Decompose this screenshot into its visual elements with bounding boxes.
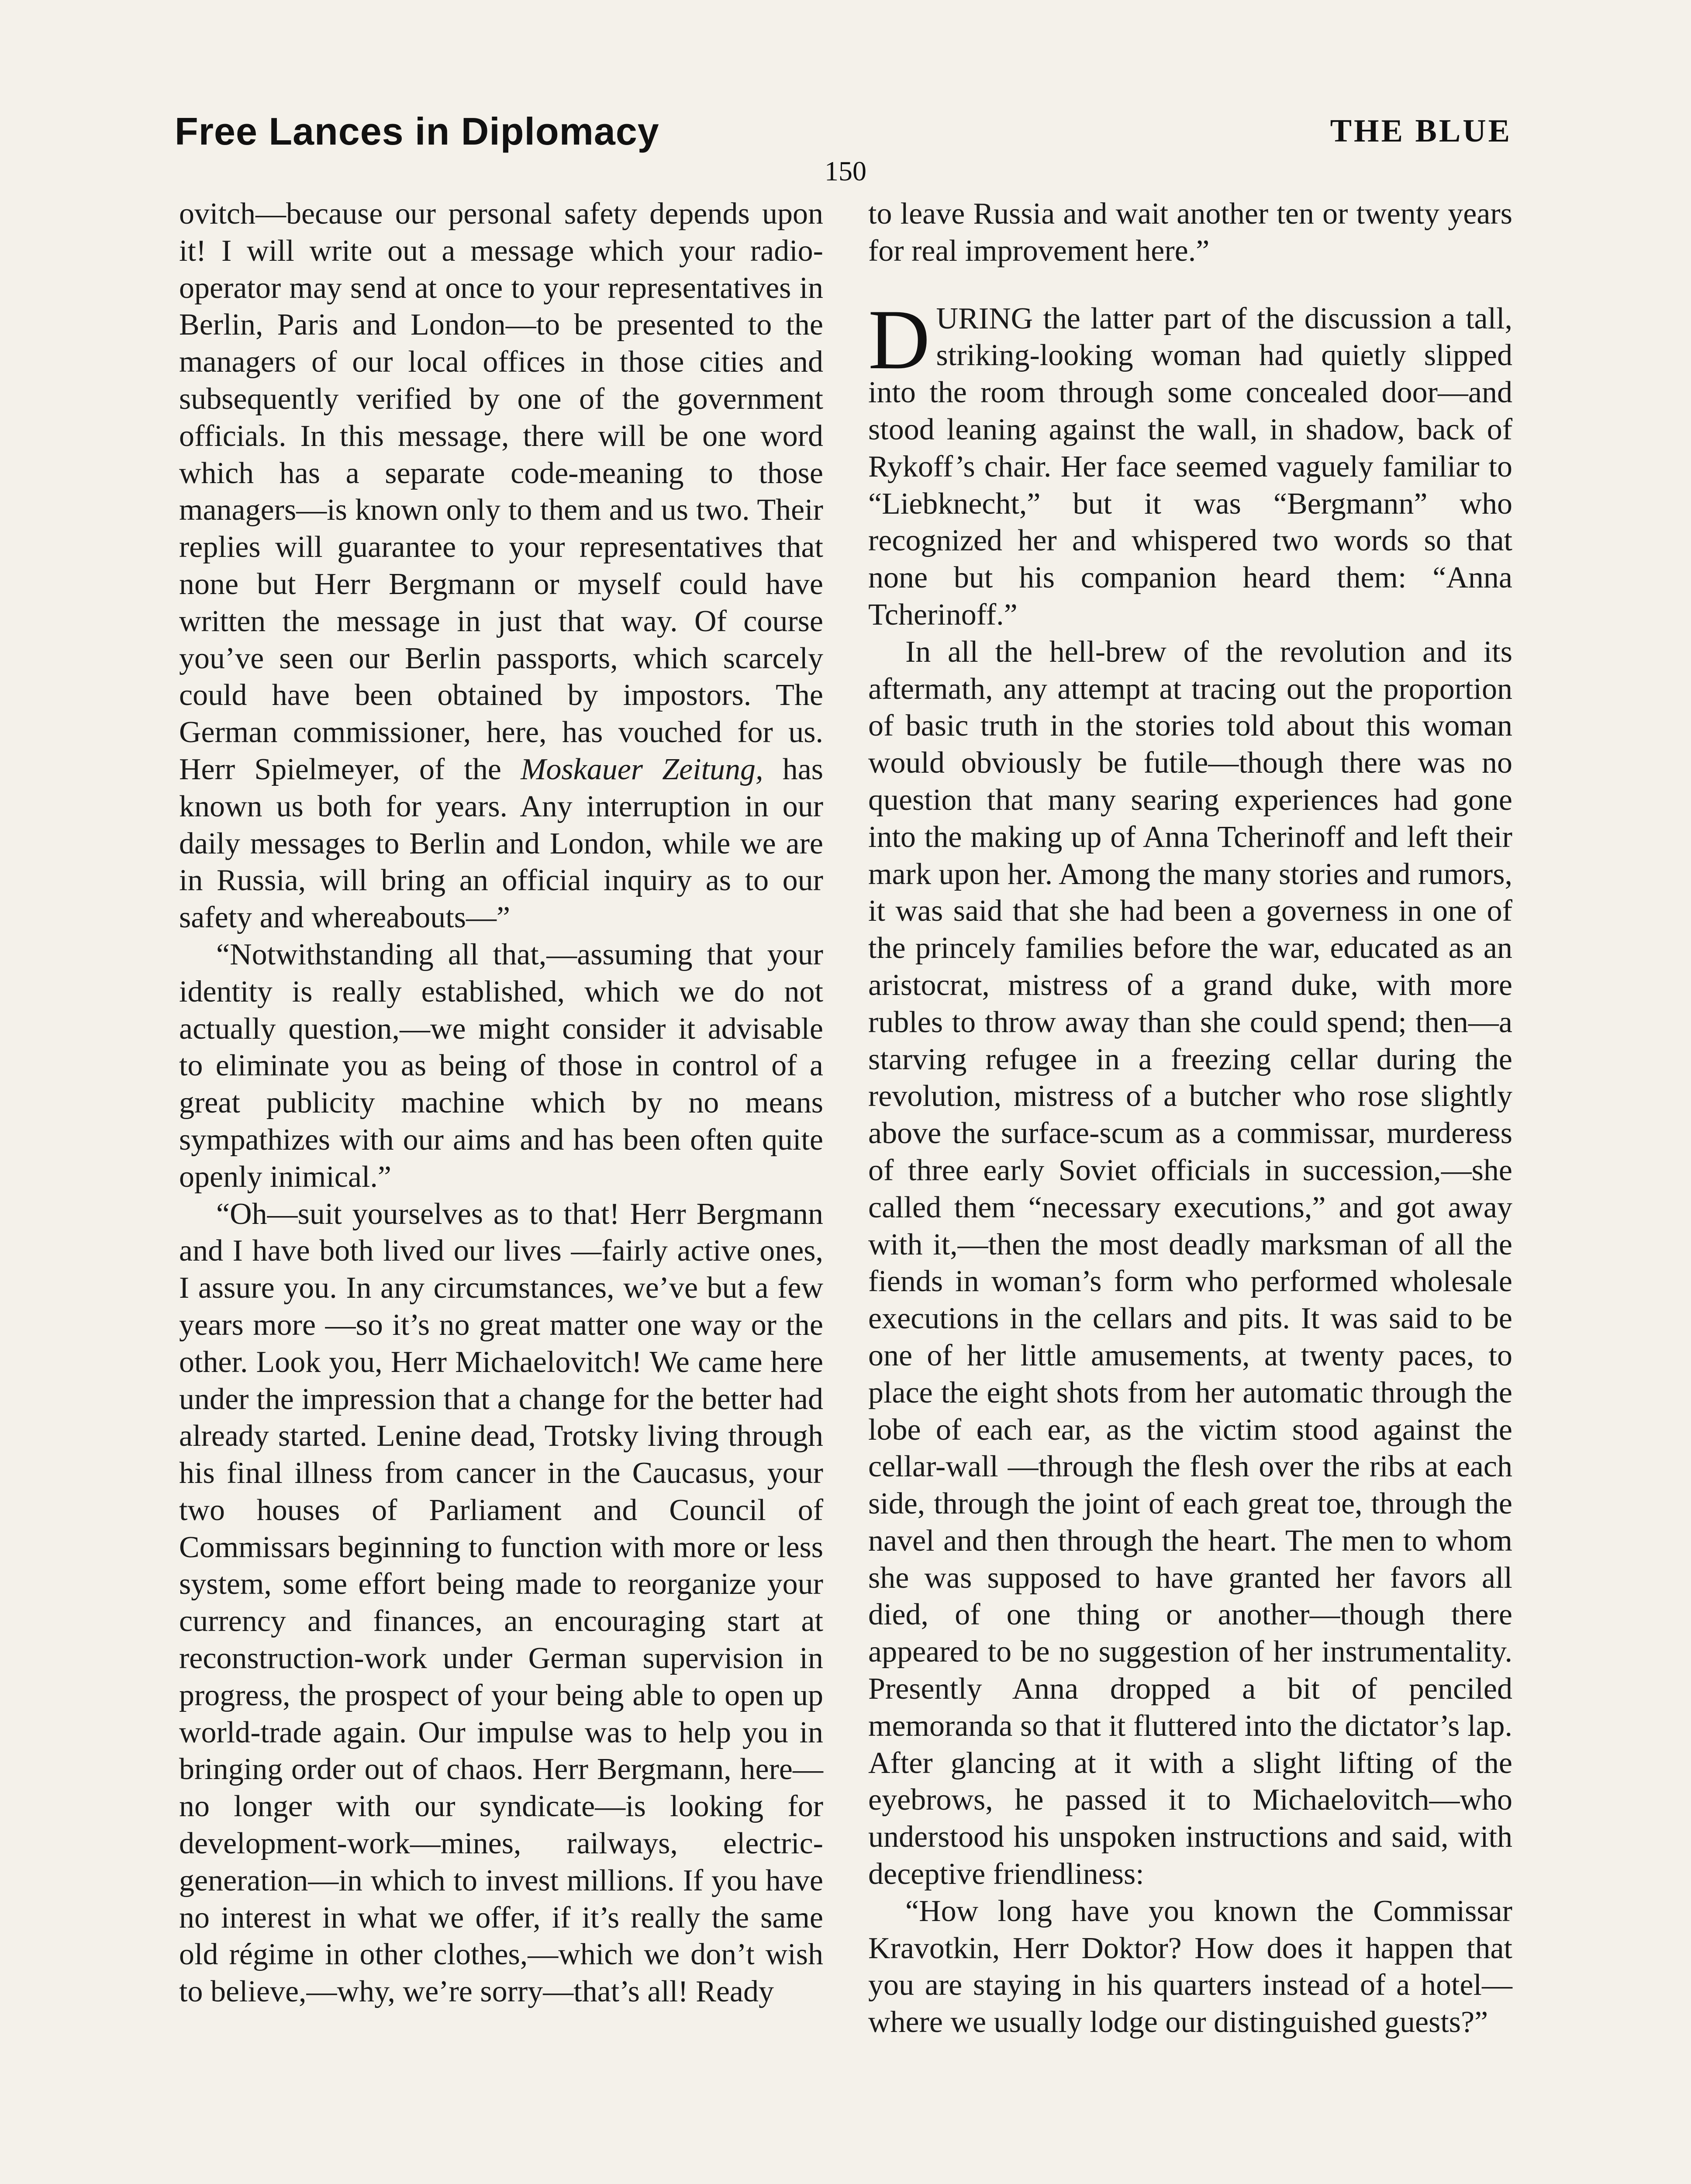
small-caps-lead: URING [936, 301, 1033, 335]
right-column [868, 196, 1512, 2041]
right-paragraph-2-text: the latter part of the discussion a tall, striking-looking woman had quietly slipped into the room through some concealed door—and stood leaning against the wall, in shadow, back of Rykoff’s chair. Her face seemed vaguely familiar to “Liebknecht,” but it was “Bergmann” who recognized her and whispered two words so that none but his companion heard them: “Anna Tcherinoff.” [868, 301, 1512, 632]
running-head-magazine: THE BLUE [1330, 113, 1512, 149]
right-paragraph-2 [868, 292, 1512, 634]
section-break [868, 270, 1512, 301]
left-paragraph-2: “Notwithstanding all that,—assuming that your identity is really established, which we do not actually question,—we might consider it advisable to eliminate you as being of those in control of a great publicity machine which by no means sympathizes with our aims and has been often quite openly inimical.” [179, 937, 823, 1194]
newspaper-title: Moskauer Zeitung, [521, 752, 763, 786]
right-paragraph-3: In all the hell-brew of the revolution and its aftermath, any attempt at tracing out the proportion of basic truth in the stories told about this woman would obviously be futile—though there was no question that many searing experiences had gone into the making up of Anna Tcherinoff and left their mark upon her. Among the many stories and rumors, it was said that she had been a governess in one of the princely families before the war, educated as an aristocrat, mistress of a grand duke, with more rubles to throw away than she could spend; then—a starving refugee in a freezing cellar during the revolution, mistress of a butcher who rose slightly above the surface-scum as a commissar, murderess of three early Soviet officials in succession,—she called them “necessary executions,” and got away with it,—then the most deadly marksman of all the fiends in woman’s form who performed wholesale executions in the cellars and pits. It was said to be one of her little amusements, at twenty paces, to place the eight shots from her automatic through the lobe of each ear, as the victim stood against the cellar-wall —through the flesh over the ribs at each side, through the joint of each great toe, through the navel and then through the heart. The men to whom she was supposed to have granted her favors all died, of one thing or another—though there appeared to be no suggestion of her instrumentality. Presently Anna dropped a bit of penciled memoranda so that it fluttered into the dictator’s lap. After glancing at it with a slight lifting of the eyebrows, he passed it to Michaelovitch—who understood his unspoken instructions and said, with deceptive friendliness: [868, 635, 1512, 1891]
left-paragraph-1-text: ovitch—because our personal safety depends upon it! I will write out a message which your radio-operator may send at once to your representatives in Berlin, Paris and London—to be presented to the managers of our local offices in those cities and subsequently verified by one of the government officials. In this message, there will be one word which has a separate code-meaning to those managers—is known only to them and us two. Their replies will guarantee to your representatives that none but Herr Bergmann or myself could have written the message in just that way. Of course you’ve seen our Berlin passports, which scarcely could have been obtained by impostors. The German commissioner, here, has vouched for us. Herr Spielmeyer, of the [179, 197, 823, 786]
drop-cap: D [868, 292, 930, 387]
left-paragraph-1-end: has known us both for years. Any interruption in our daily messages to Berlin and London, while we are in Russia, will bring an official inquiry as to our safety and whereabouts—” [179, 752, 824, 935]
left-paragraph-3: “Oh—suit yourselves as to that! Herr Bergmann and I have both lived our lives —fairly active ones, I assure you. In any circumstances, we’ve but a few years more —so it’s no great matter one way or the other. Look you, Herr Michaelovitch! We came here under the impression that a change for the better had already started. Lenine dead, Trotsky living through his final illness from cancer in the Caucasus, your two houses of Parliament and Council of Commissars beginning to function with more or less system, some effort being made to reorganize your currency and finances, an encouraging start at reconstruction-work under German supervision in progress, the prospect of your being able to open up world-trade again. Our impulse was to help you in bringing order out of chaos. Herr Bergmann, here—no longer with our syndicate—is looking for development-work—mines, railways, electric-generation—in which to invest millions. If you have no interest in what we offer, if it’s really the same old régime in other clothes,—which we don’t wish to believe,—why, we’re sorry—that’s all! Ready [179, 1197, 823, 2009]
right-paragraph-4: “How long have you known the Commissar Kravotkin, Herr Doktor? How does it happen that you are staying in his quarters instead of a hotel—where we usually lodge our distinguished guests?” [868, 1894, 1512, 2039]
running-head-title: Free Lances in Diplomacy [175, 110, 659, 153]
left-paragraph-1 [179, 196, 823, 936]
right-paragraph-1: to leave Russia and wait another ten or twenty years for real improvement here.” [868, 197, 1512, 268]
left-column [179, 196, 823, 2011]
page-number: 150 [825, 156, 866, 187]
